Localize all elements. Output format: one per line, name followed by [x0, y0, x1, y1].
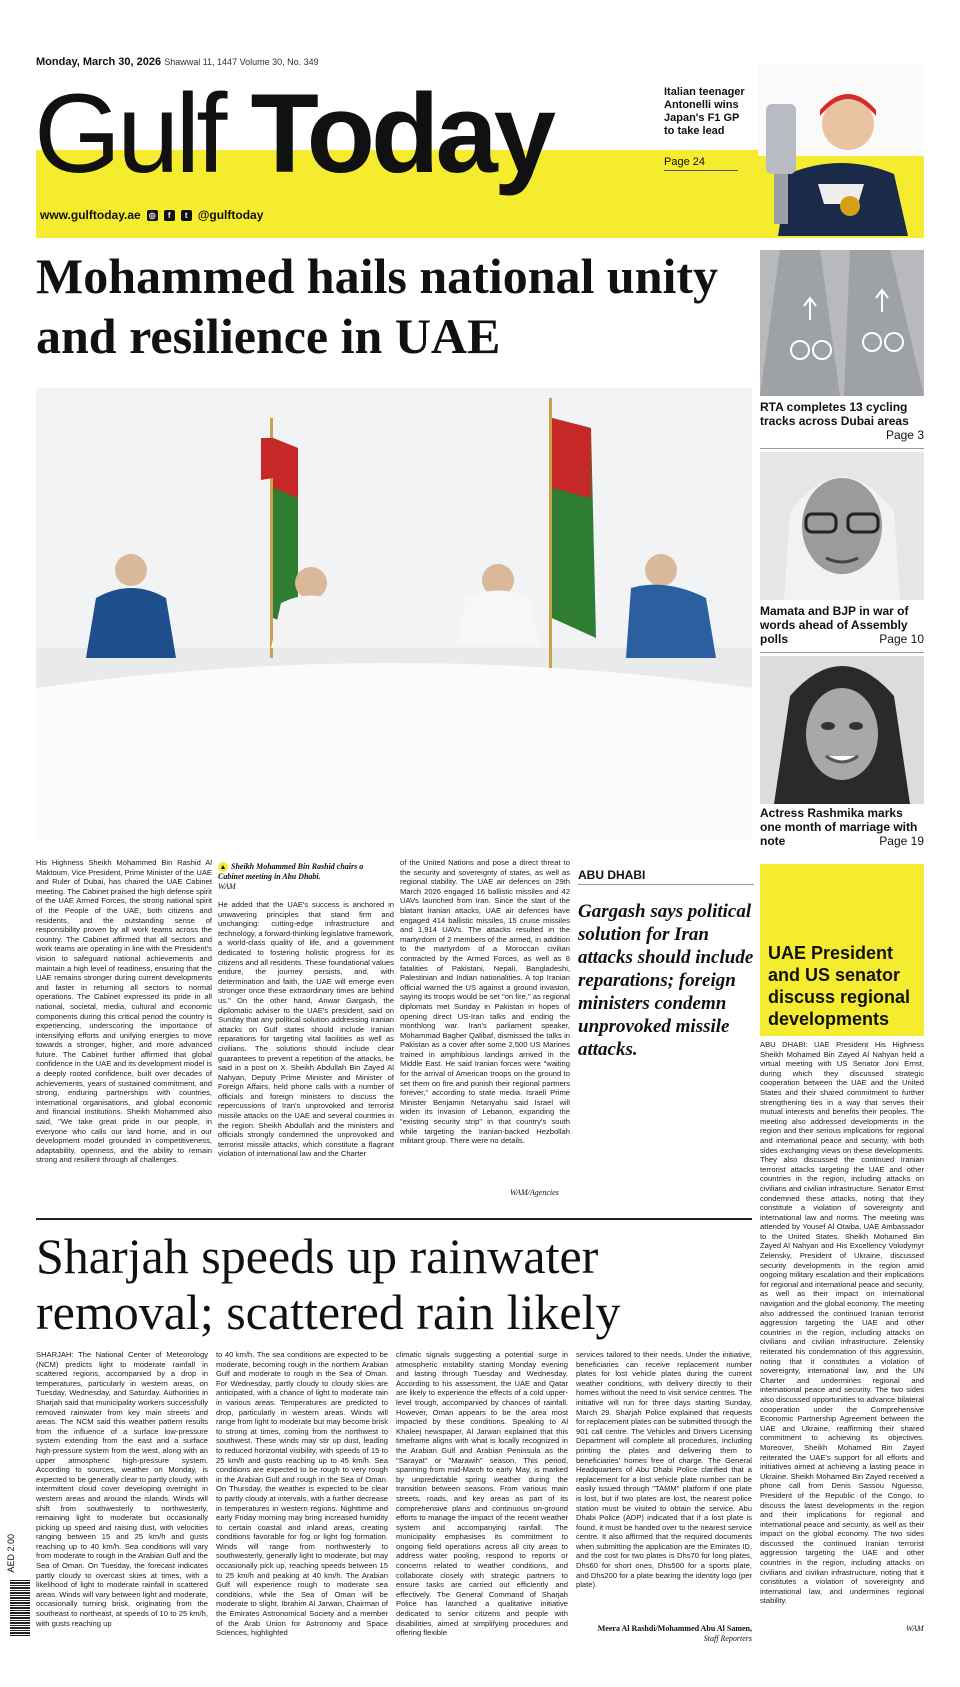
f1-teaser-page: Page 24 [664, 156, 738, 171]
lead-column-2: He added that the UAE's success is anchored in unwavering principles that stand firm and unchanging: cutting-edge infrastructure and technology, a forward-thinking legislative framework, a world-class quality of life, and a government dedicated to fostering holistic progress for its citizens and all residents. These foundational values endure, the journey persists, and, with determination and faith, the UAE will emerge even stronger once these extraordinary times are behind us." On the other hand, Anwar Gargash, the diplomatic adviser to the UAE's president, said on Sunday that any political solution addressing Iranian attacks on Gulf states should include Iranian reparations for targeting vital facilities as well as civilians. The solutions should include clear guarantees to prevent a repetition of the attacks, he said in a post on X. Sheikh Abdullah Bin Zayed Al Nahyan, Deputy Prime Minister and Minister of Foreign Affairs, held phone calls with a number of officials and foreign ministers to discuss the repercussions of Iran's unprovoked and terrorist missile attacks on the UAE and several countries in the region. Sheikh Abdullah and the ministers and officials strongly condemned the unprovoked and terrorist missile attacks, which constitute a flagrant violation of international law and the Charter [218, 900, 394, 1159]
sharjah-byline: Meera Al Rashdi/Mohammed Abu Al Samen, [597, 1624, 752, 1633]
website-bar [40, 208, 263, 222]
barcode [10, 1580, 30, 1636]
sharjah-column-4: services tailored to their needs. Under the initiative, beneficiaries can receive replacement number plates for lost vehicle plates during the current weather conditions, with delivery directly to their homes without the need to visit service centres. The initiative will run for three days starting Sunday, March 29. Sharjah Police explained that requests for replacement plates can be submitted through the 901 call centre. The Vehicles and Drivers Licensing Department will complete all procedures, including printing the plates and delivering them to beneficiaries' homes free of charge. The General Headquarters of Abu Dhabi Police clarified that a replacement for a lost vehicle plate number can be easily issued through "TAMM" platform if one plate is lost, but if two plates are lost, the nearest police station must be visited to obtain the service. Abu Dhabi Police (ADP) indicated that if a lost plate is found, it must be handed over to the nearest service centre. It also affirmed that the required documents when submitting the application are the Emirates ID, and the cost for two plates is Dhs70 for long plates, Dhs60 for short ones, Dhs500 for a sports plate, and Dhs200 for a plate bearing the identity logo (per plate). [576, 1350, 752, 1590]
issue-number: Shawwal 11, 1447 Volume 30, No. 349 [164, 57, 319, 67]
lead-column-3: of the United Nations and pose a direct threat to the security and sovereignty of states, as well as regional stability. The UAE air defences on 29th March 2026 engaged 16 ballistic missiles and 42 UAVs launched from Iran. Since the start of the blatant Iranian attacks, UAE air defences have engaged 414 ballistic missiles, 15 cruise missiles and 1,914 UAVs. The attacks resulted in the martyrdom of 2 members of the armed, in addition to the martyrdom of a Moroccan civilian contracted by the Armed Forces, as well as 8 fatalities of Pakistani, Nepali, Bangladeshi, Palestinian and Indian nationalities. A top Iranian official warned the US against a ground invasion, saying its troops would be set "on fire," as regional diplomats met Sunday in Pakistan in hopes of opening direct US-Iran talks and ending the monthlong war. Iran's parliament speaker, Mohammad Bagher Qalibaf, dismissed the talks in Pakistan as a cover after some 2,500 US Marines trained in amphibious landings arrived in the Middle East. He said Iranian forces were "waiting for the arrival of American troops on the ground to set them on fire and punish their regional partners forever," according to state media. Israeli Prime Minister Benjamin Netanyahu said Israel will widen its invasion of Lebanon, expanding the "existing security strip" in that country's south while targeting the Iranian-backed Hezbollah militant group. There were no details. [400, 858, 570, 1146]
sidebar-item-mamata[interactable]: Mamata and BJP in war of words ahead of Assembly polls [760, 604, 909, 646]
lead-credit: WAM/Agencies [510, 1188, 559, 1197]
gargash-rule [578, 884, 754, 885]
f1-teaser[interactable]: Italian teenager Antonelli wins Japan's F1 GP to take lead [664, 86, 745, 137]
social-handle[interactable]: @gulftoday [197, 208, 264, 222]
twitter-icon[interactable]: t [181, 210, 192, 221]
logo[interactable]: Gulf Today [34, 71, 553, 196]
sharjah-byline-role: Staff Reporters [703, 1634, 752, 1643]
caption-arrow-icon: ▲ [219, 863, 227, 871]
sharjah-headline[interactable]: Sharjah speeds up rainwater removal; scattered rain likely [36, 1228, 621, 1340]
gargash-headline[interactable]: Gargash says political solution for Iran attacks should include reparations; foreign ministers condemn unprovoked missile attacks. [578, 901, 754, 1060]
sidebar-item-rashmika-page: Page 19 [879, 834, 924, 848]
price-label: AED 2.00 [6, 1534, 16, 1573]
instagram-icon[interactable]: ◎ [147, 210, 158, 221]
uae-us-credit: WAM [906, 1624, 924, 1633]
issue-date: Monday, March 30, 2026 Shawwal 11, 1447 Volume 30, No. 349 [36, 56, 319, 68]
cycling-track-photo [760, 250, 924, 396]
gargash-dateline: ABU DHABI [578, 868, 646, 882]
sharjah-column-1: SHARJAH: The National Center of Meteorology (NCM) predicts light to moderate rainfall in scattered regions, accompanied by a drop in temperatures, particularly in western areas, on Tuesday, Wednesday, and Saturday. Authorities in Sharjah said that municipality workers successfully removed rainwater from key main streets and areas. The NCM said this weather pattern results from the influence of a surface low-pressure system extending from the east and a surface high-pressure system from the west, along with an upper atmospheric high-pressure system. According to sources, weather on Monday, is expected to be generally clear to partly cloudy, with intermittent cloud cover developing overnight in western areas and around the islands. Winds will shift from southwesterly to northwesterly, remaining light to moderate but occasionally picking up speed and raising dust, with velocities ranging between 15 and 25 km/h and gusts reaching up to 40 km/h. Sea conditions will vary from moderate to rough in the Arabian Gulf and the Sea of Oman. On Tuesday, the forecast indicates partly cloudy to overcast skies at times, with a likelihood of light to moderate rainfall in scattered areas. Winds will vary between light and moderate, occasionally turning brisk, originating from the southeast to northeast, at speeds of 10 to 25 km/h, with gusts reaching up [36, 1350, 208, 1628]
lead-headline[interactable]: Mohammed hails national unity and resilience in UAE [36, 248, 719, 364]
mamata-photo [760, 452, 924, 600]
sidebar-item-cycling-page: Page 3 [885, 428, 924, 442]
sidebar-rule [760, 448, 924, 449]
lead-column-1: His Highness Sheikh Mohammed Bin Rashid Al Maktoum, Vice President, Prime Minister of the UAE and Ruler of Dubai, has chaired the UAE Cabinet meeting. The Cabinet praised the high defense spirit of the UAE Armed Forces, the strong national spirit of the People of the UAE, both citizens and residents, and the outstanding sense of responsibility proven by all work teams across the country. The Cabinet affirmed that all sectors and work teams are operating in line with the President's vision to safeguard national achievements and maintain a high level of readiness, ensuring that the UAE remains stronger during current developments and faster in returning all sectors to normal operations. The Cabinet expressed its pride in all national, societal, media, cultural and economic components during this critical period the country is experiencing, underscoring the importance of intensifying efforts and unifying energies to move towards a stronger, higher, and more advanced future. The Cabinet further affirmed that global confidence in the UAE and its development model is a deeply rooted confidence, built over decades of achievements, years of sustained commitment, and strong, enduring partnerships with countries, international organisations, and global economic and financial institutions. Sheikh Mohammed also said, "We take great pride in our people, in everyone who calls our land home, and in our development model grounded in competitiveness, adaptability, openness, and the ability to remain strong and resilient through all challenges. [36, 858, 212, 1165]
section-divider [36, 1218, 752, 1220]
cabinet-meeting-photo [36, 388, 752, 840]
sharjah-column-2: to 40 km/h. The sea conditions are expected to be moderate, becoming rough in the northern Arabian Gulf and moderate to rough in the Sea of Oman. For Wednesday, partly cloudy to cloudy skies are anticipated, with a chance of light to moderate rain in various areas. Temperatures are predicted to drop, particularly in western areas. Winds will range from light to moderate but may become brisk to strong at times, coming from the northwest to southwest. These winds may stir up dust, leading to reduced horizontal visibility, with speeds of 15 to 25 km/h and gusts reaching up to 45 km/h. Sea conditions are expected to be rough to very rough in the Arabian Gulf and rough in the Sea of Oman. On Thursday, the weather is expected to be clear to partly cloudy at intervals, with a further decrease in temperatures in western regions. Nighttime and early Friday morning may bring increased humidity to certain coastal and inland areas, creating conditions favorable for fog or light fog formation. Winds will range from northwesterly to southwesterly, generally light to moderate, but may occasionally pick up, reaching speeds between 15 to 25 km/h and peaking at 40 km/h. The Arabian Gulf will experience rough to moderate sea conditions, while the Sea of Oman will be moderate to slight. Ibrahim Al Jarwan, Chairman of the Emirates Astronomical Society and a member of the Arab Union for Astronomy and Space Sciences, highlighted [216, 1350, 388, 1638]
uae-us-body: ABU DHABI: UAE President His Highness Sheikh Mohamed Bin Zayed Al Nahyan held a virtual meeting with US Senator Joni Ernst, during which they discussed strategic cooperation between the UAE and the United States and their shared commitment to further strengthening ties in a way that serves their mutual interests and benefits their peoples. The meeting also addressed developments in the region and their serious implications for regional and international peace and security, with both sides exchanging views on these developments. They also discussed the continued Iranian terrorist attacks targeting the UAE and other countries in the region, including attacks on civilians and civilian infrastructure. Senator Ernst condemned these attacks, noting that they constitute a violation of sovereignty and international law and norms. The meeting was attended by Yousef Al Otaiba, UAE Ambassador to the United States. Sheikh Mohamed Bin Zayed Al Nahyan and His Excellency Volodymyr Zelensky, President of Ukraine, discussed security developments in the region amid ongoing military escalation and their implications for regional and international peace and security, as well as their impact on international navigation and the global economy. The meeting also addressed the continued Iranian terrorist aggression targeting the UAE and other countries in the region, including attacks on civilians and civilian infrastructure. Zelensky reiterated his condemnation of this aggression, noting that it constitutes a violation of sovereignty, international law, and the UN Charter and undermines regional and international peace and security. The two sides also discussed opportunities to advance bilateral cooperation under the Comprehensive Economic Partnership Agreement between the UAE and Ukraine, reaffirming their shared commitment to achieving its objectives. Moreover, Sheikh Mohamed Bin Zayed reiterated the UAE's support for all efforts and initiatives aimed at achieving a lasting peace in Ukraine. Sheikh Mohamed Bin Zayed received a phone call from Denis Sassou Nguesso, President of the Republic of the Congo, to discuss the latest developments in the region and their implications for regional and international peace and security, as well as their impact on the global economy. The two sides discussed the continued Iranian terrorist aggression targeting the UAE and other countries in the region, including attacks on civilians and civilian infrastructure, noting that it constitutes a violation of sovereignty and international law, and undermines regional stability. [760, 1040, 924, 1606]
website-link[interactable]: www.gulftoday.ae [40, 208, 141, 222]
caption-credit: WAM [218, 882, 236, 891]
photo-caption: ▲ Sheikh Mohammed Bin Rashid chairs a Cabinet meeting in Abu Dhabi. WAM [218, 862, 364, 891]
sidebar-item-mamata-page: Page 10 [879, 632, 924, 646]
f1-driver-photo [758, 64, 924, 236]
sidebar-rule [760, 652, 924, 653]
rashmika-photo [760, 656, 924, 804]
sidebar-item-cycling[interactable]: RTA completes 13 cycling tracks across Dubai areas [760, 400, 909, 428]
sidebar-item-rashmika[interactable]: Actress Rashmika marks one month of marriage with note [760, 806, 918, 848]
uae-us-headline[interactable]: UAE President and US senator discuss regional developments [768, 943, 911, 1029]
sharjah-column-3: climatic signals suggesting a potential surge in atmospheric instability starting Monday evening and lasting through Tuesday and Wednesday. According to his assessment, the UAE and Qatar are likely to experience the effects of a cold upper-level trough, accompanied by chances of rainfall. However, Oman appears to be the area most impacted by these conditions. Speaking to Al Khaleej newspaper, Al Jarwan explained that this timeframe aligns with what is locally recognized in the Arabian Gulf and Arabian Peninsula as the "Sarayat" or "Marawih" season. This period, spanning from mid-March to early May, is marked by unpredictable spring weather during the transition between seasons. From various main streets, roads, and key areas as part of its comprehensive plans and continuous on-ground efforts to manage the impact of the recent weather system and accompanying rainfall. The municipality emphasises its commitment to ongoing field operations across all city areas to address water pooling, respond to reports or concerns related to weather conditions, and collaborate closely with strategic partners to ensure tasks are carried out efficiently and effectively. The General Command of Sharjah Police has launched a qualitative initiative dedicated to senior citizens and people with disabilities, aimed at simplifying procedures and offering flexible [396, 1350, 568, 1638]
facebook-icon[interactable]: f [164, 210, 175, 221]
